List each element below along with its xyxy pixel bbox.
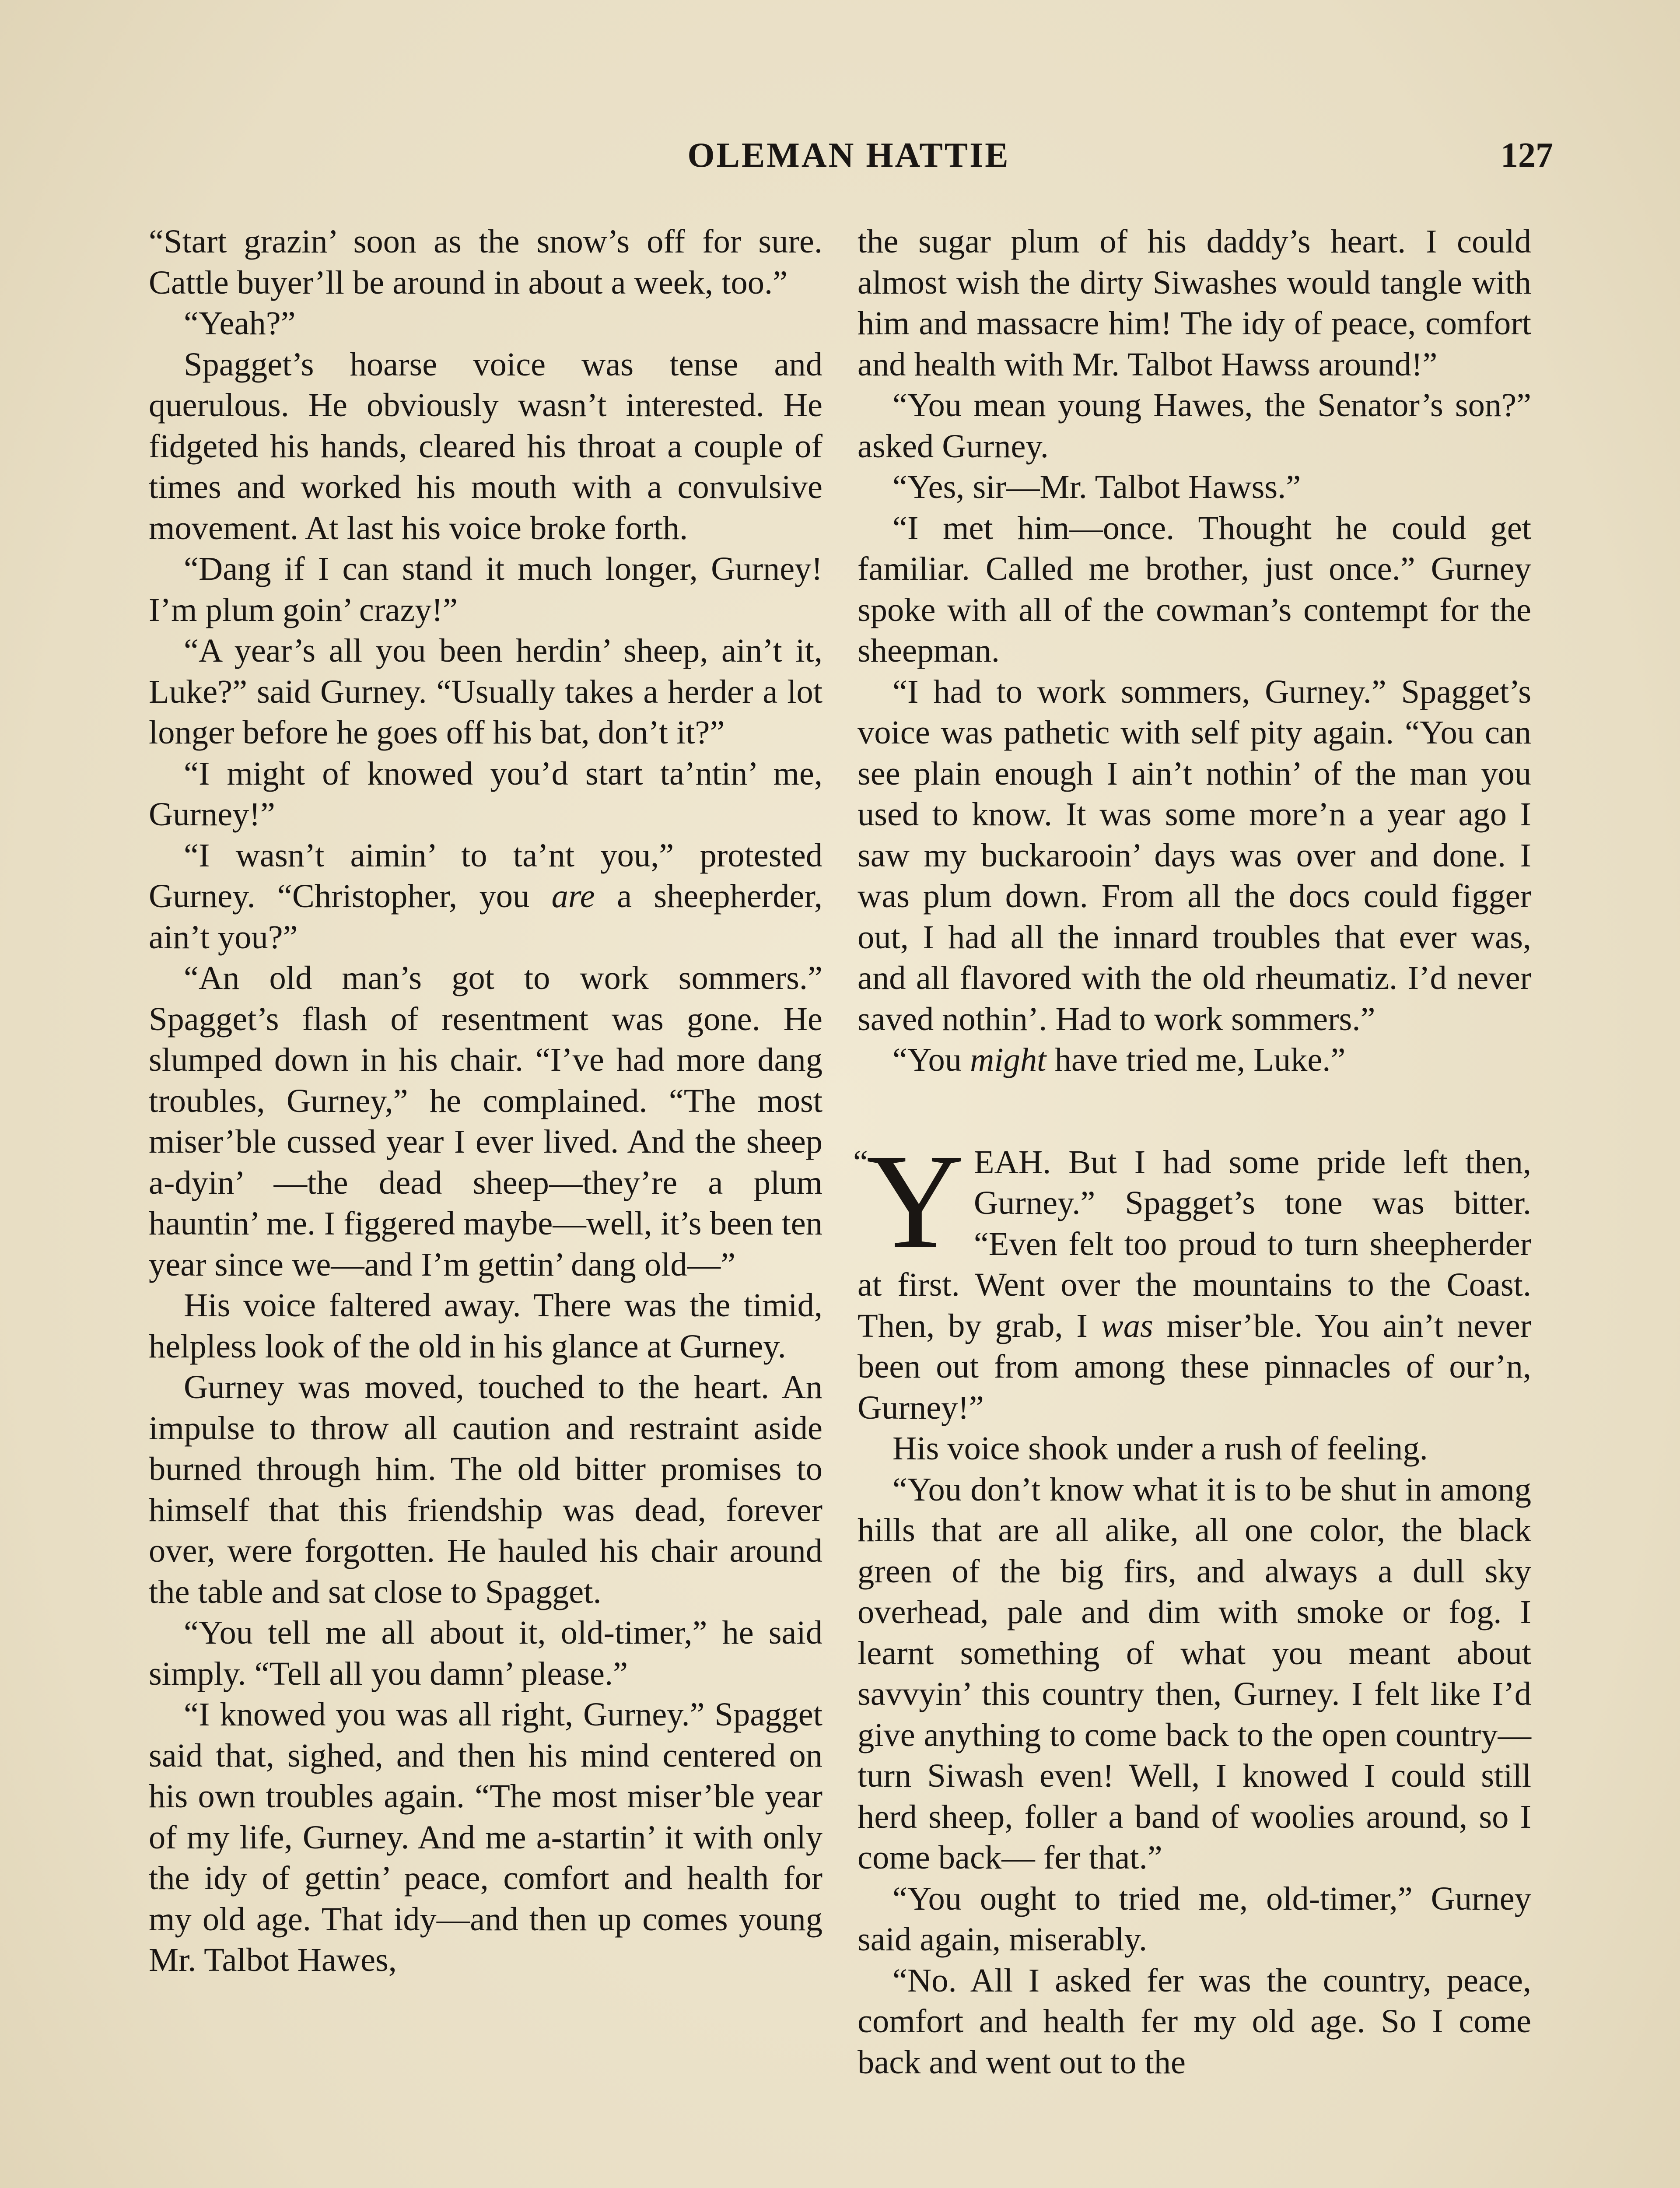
paragraph: “You don’t know what it is to be shut in among hills that are all alike, all one color, the black green of the big firs, and always a dull sky overhead, pale and dim with smoke or fog. I learnt something of what you meant about savvyin’ this country then, Gurney. I felt like I’d give anything to come back to the open country—turn Siwash even! Well, I knowed I could still herd sheep, foller a band of woolies around, so I come back— fer that.” <box>858 1470 1531 1876</box>
paragraph: His voice faltered away. There was the timid, helpless look of the old in his glance at Gurney. <box>149 1287 822 1365</box>
dropcap-letter: Y <box>866 1126 964 1276</box>
dropcap-paragraph <box>853 1126 1531 1428</box>
page-title: OLEMAN HATTIE <box>687 136 1010 175</box>
emphasis: was <box>1101 1307 1153 1344</box>
paragraph: “I met him—once. Thought he could get familiar. Called me brother, just once.” Gurney spoke with all of the cowman’s contempt for the sheepman. <box>858 509 1531 669</box>
right-column <box>853 221 1531 2083</box>
emphasis: might <box>970 1041 1046 1078</box>
paragraph: Gurney was moved, touched to the heart. An impulse to throw all caution and restraint aside burned through him. The old bitter promises to himself that this friendship was dead, forever over, were forgotten. He hauled his chair around the table and sat close to Spagget. <box>149 1368 822 1610</box>
dropcap-quote: “ <box>853 1143 868 1181</box>
paragraph: “I knowed you was all right, Gurney.” Spagget said that, sighed, and then his mind centered on his own troubles again. “The most miser’ble year of my life, Gurney. And me a-startin’ it with only the idy of gettin’ peace, comfort and health for my old age. That idy—and then up comes young Mr. Talbot Hawes, <box>149 1696 822 1978</box>
left-column <box>149 221 822 1981</box>
paragraph: “Yes, sir—Mr. Talbot Hawss.” <box>892 468 1301 505</box>
text-run: miser’ble. You ain’t never been out from among these pinnacles of our’n, Gurney!” <box>858 1307 1531 1426</box>
text-run: have tried me, Luke.” <box>1046 1041 1346 1078</box>
paragraph: “An old man’s got to work sommers.” Spagget’s flash of resentment was gone. He slumped down in his chair. “I’ve had more dang troubles, Gurney,” he complained. “The most miser’ble cussed year I ever lived. And the sheep a-dyin’ —the dead sheep—they’re a plum hauntin’ me. I figgered maybe—well, it’s been ten year since we—and I’m gettin’ dang old—” <box>149 959 822 1283</box>
paragraph: His voice shook under a rush of feeling. <box>892 1430 1428 1467</box>
paragraph: “A year’s all you been herdin’ sheep, ain’t it, Luke?” said Gurney. “Usually takes a herder a lot longer before he goes off his bat, don’t it?” <box>149 632 822 751</box>
running-head <box>149 129 1553 182</box>
paragraph <box>149 835 822 958</box>
paragraph: “I might of knowed you’d start ta’ntin’ me, Gurney!” <box>149 754 822 833</box>
paragraph <box>858 1039 1531 1080</box>
paragraph: “No. All I asked fer was the country, peace, comfort and health fer my old age. So I come back and went out to the <box>858 1961 1531 2081</box>
paragraph: Spagget’s hoarse voice was tense and querulous. He obviously wasn’t interested. He fidgeted his hands, cleared his throat a couple of times and worked his mouth with a convulsive movement. At last his voice broke forth. <box>149 345 822 547</box>
paragraph: “Yeah?” <box>184 305 296 342</box>
text-run: a sheepherder, ain’t you?” <box>149 877 822 956</box>
emphasis: are <box>551 877 595 915</box>
paragraph: “You mean young Hawes, the Senator’s son?” asked Gurney. <box>858 386 1531 465</box>
text-run: “I wasn’t aimin’ to ta’nt you,” protested Gurney. “Christopher, you <box>149 836 822 915</box>
paragraph: “Start grazin’ soon as the snow’s off for sure. Cattle buyer’ll be around in about a week, too.” <box>149 223 822 301</box>
paragraph: “You tell me all about it, old-timer,” he said simply. “Tell all you damn’ please.” <box>149 1614 822 1692</box>
paragraph: “I had to work sommers, Gurney.” Spagget’s voice was pathetic with self pity again. “You can see plain enough I ain’t nothin’ of the man you used to know. It was some more’n a year ago I saw my buckarooin’ days was over and done. I was plum down. From all the docs could figger out, I had all the innard troubles that ever was, and all flavored with the old rheumatiz. I’d never saved nothin’. Had to work sommers.” <box>858 673 1531 1038</box>
paragraph: “You ought to tried me, old-timer,” Gurney said again, miserably. <box>858 1879 1531 1958</box>
text-run: “You <box>892 1041 970 1078</box>
paragraph: the sugar plum of his daddy’s heart. I could almost wish the dirty Siwashes would tangle with him and massacre him! The idy of peace, comfort and health with Mr. Talbot Hawss around!” <box>858 223 1531 383</box>
text-run: EAH. But I had some pride left then, Gurney.” Spagget’s tone was bitter. “Even felt too proud to turn sheepherder at first. Went over the mountains to the Coast. Then, by grab, I <box>858 1143 1531 1344</box>
paragraph: “Dang if I can stand it much longer, Gurney! I’m plum goin’ crazy!” <box>149 550 822 628</box>
page-number: 127 <box>1501 136 1553 175</box>
